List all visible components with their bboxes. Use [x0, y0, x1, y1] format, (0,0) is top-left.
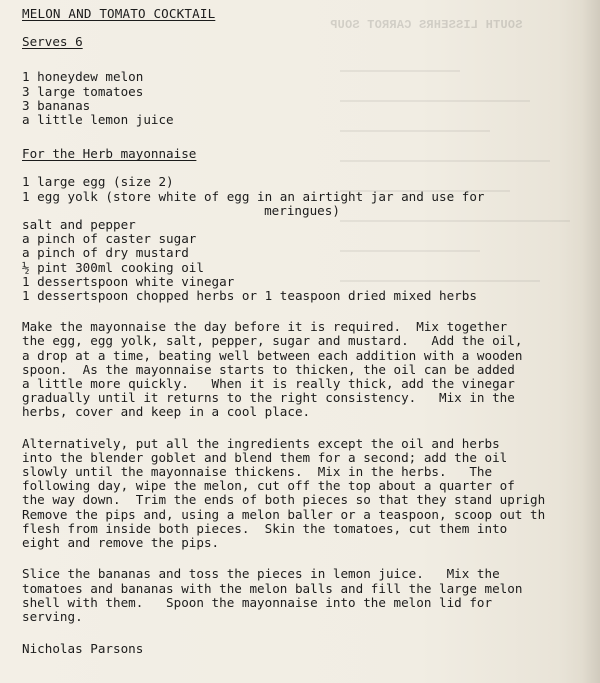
author-signature: Nicholas Parsons	[22, 641, 144, 657]
ingredient-item: 1 honeydew melon	[22, 69, 144, 85]
mayonnaise-ingredient-item: a pinch of caster sugar	[22, 231, 197, 247]
mayonnaise-ingredient-item: 1 dessertspoon chopped herbs or 1 teaspoon dried mixed herbs	[22, 288, 477, 304]
mayonnaise-heading: For the Herb mayonnaise	[22, 146, 197, 162]
method-paragraph: Slice the bananas and toss the pieces in lemon juice. Mix the tomatoes and bananas with the melon balls and fill the large melon shell with them. Spoon the mayonnaise into the melon lid for serving.	[22, 566, 523, 624]
mayonnaise-ingredient-item: 1 dessertspoon white vinegar	[22, 273, 235, 289]
mayonnaise-ingredient-continuation: meringues)	[264, 202, 340, 218]
recipe-document	[22, 7, 600, 656]
serves-label: Serves 6	[22, 34, 83, 50]
method-paragraph: Make the mayonnaise the day before it is required. Mix together the egg, egg yolk, salt, pepper, sugar and mustard. Add the oil, a drop at a time, beating well between each addition with a wooden spoon. As the mayonnaise starts to thicken, the oil can be added a little more quickly. When it is really thick, add the vinegar gradually until it returns to the right consistency. Mix in the herbs, cover and keep in a cool place.	[22, 319, 523, 420]
mayonnaise-ingredient-item: ½ pint 300ml cooking oil	[22, 259, 204, 275]
recipe-title: MELON AND TOMATO COCKTAIL	[22, 6, 216, 21]
ingredient-list	[22, 70, 600, 127]
ingredient-item: 3 bananas	[22, 97, 91, 113]
mayonnaise-ingredient-list	[22, 175, 600, 303]
ingredient-item: a little lemon juice	[22, 112, 174, 128]
ingredient-item: 3 large tomatoes	[22, 83, 144, 99]
mayonnaise-ingredient-item: a pinch of dry mustard	[22, 245, 189, 261]
method-paragraph: Alternatively, put all the ingredients except the oil and herbs into the blender goblet and blend them for a second; add the oil slowly until the mayonnaise thickens. Mix in the herbs. The following day, wipe the melon, cut off the top about a quarter of the way down. Trim the ends of both pieces so that they stand uprigh Remove the pips and, using a melon baller or a teaspoon, scoop out th flesh from inside both pieces. Skin the tomatoes, cut them into eight and remove the pips.	[22, 435, 546, 551]
mayonnaise-ingredient-item: 1 large egg (size 2)	[22, 174, 174, 190]
show-through-title: SOUTH LISSEHRS CARROT SOUP	[330, 18, 523, 32]
mayonnaise-ingredient-item: 1 egg yolk (store white of egg in an airtight jar and use for	[22, 188, 485, 204]
mayonnaise-ingredient-item: salt and pepper	[22, 217, 136, 233]
